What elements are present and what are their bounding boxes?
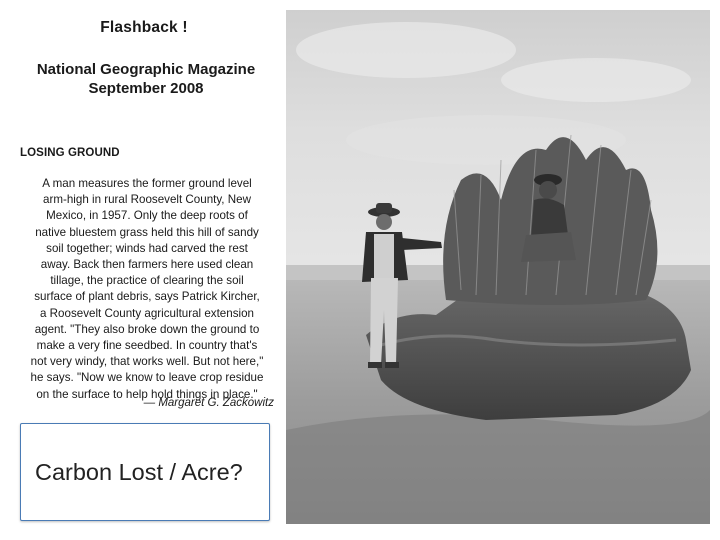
caption-line: away. Back then farmers here used clean (40, 258, 254, 272)
photo-illustration (286, 10, 710, 524)
cloud (501, 58, 691, 102)
caption-line: on the surface to help hold things in place." (36, 387, 258, 401)
cloud (296, 22, 516, 78)
caption-line: he says. "Now we know to leave crop residue (30, 371, 264, 385)
caption-line: a Roosevelt County agricultural extension (40, 306, 254, 320)
magazine-name: National Geographic Magazine (36, 61, 256, 78)
article-byline: — Margaret G. Zackowitz (143, 397, 274, 409)
text-column (0, 0, 288, 540)
caption-line: surface of plant debris, says Patrick Kircher, (34, 290, 260, 304)
caption-line: arm-high in rural Roosevelt County, New (43, 193, 251, 207)
caption-line: soil together; winds had carved the rest (46, 241, 248, 255)
slide-heading: Flashback ! (100, 19, 188, 36)
article-section-heading: LOSING GROUND (20, 147, 120, 159)
caption-line: native bluestem grass held this hill of sandy (35, 225, 259, 239)
question-box (20, 423, 270, 521)
caption-line: A man measures the former ground level (42, 177, 252, 190)
magazine-date: September 2008 (88, 80, 204, 97)
caption-line: tillage, the practice of clearing the soil (50, 274, 244, 288)
historic-photo (286, 10, 710, 524)
question-text: Carbon Lost / Acre? (35, 459, 243, 485)
magazine-citation (0, 60, 292, 98)
caption-line: not very windy, that works well. But not here," (30, 355, 264, 369)
ground-shadow (286, 410, 710, 524)
caption-line: make a very fine seedbed. In country that's (36, 339, 258, 353)
caption-line: Mexico, in 1957. Only the deep roots of (46, 209, 248, 223)
article-caption (14, 176, 280, 403)
caption-line: agent. "They also broke down the ground to (34, 322, 260, 336)
